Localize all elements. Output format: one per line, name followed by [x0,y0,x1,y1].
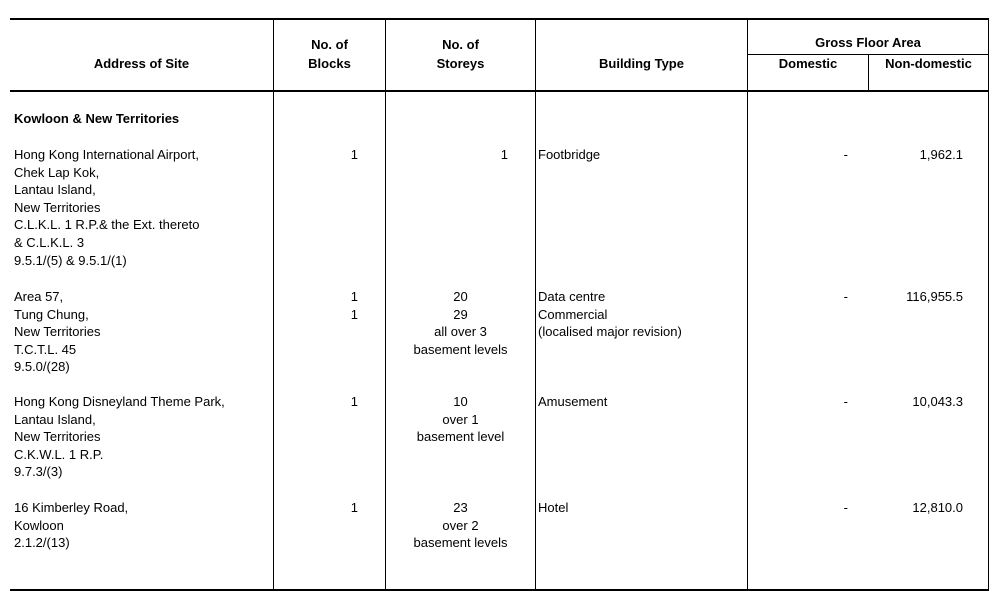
header-domestic: Domestic [778,56,838,71]
row-4-blocks: 1 [350,500,358,515]
table-top-border [10,18,988,20]
row-3-building-type: Amusement [538,394,608,409]
row-3-blocks: 1 [350,394,358,409]
table-right-border [988,18,989,591]
row-4-domestic: - [843,500,848,515]
header-blocks-line1: No. of [311,37,348,52]
row-1-address: Hong Kong International Airport, Chek Lap Kok, Lantau Island, New Territories C.L.K.L. 1 R.P.& the Ext. thereto & C.L.K.L. 3 9.5.1/(5) & 9.5.1/(1) [14,147,200,268]
row-1-domestic: - [843,147,848,162]
header-storeys-line1: No. of [442,37,479,52]
row-2-storeys: 20 29 all over 3 basement levels [413,289,508,357]
row-4-storeys: 23 over 2 basement levels [413,500,508,551]
header-blocks-line2: Blocks [308,56,351,71]
section-title: Kowloon & New Territories [14,111,180,126]
row-2-address: Area 57, Tung Chung, New Territories T.C.T.L. 45 9.5.0/(28) [14,289,101,375]
row-1-blocks: 1 [350,147,358,162]
row-1-non-domestic: 1,962.1 [919,147,963,162]
row-4-non-domestic: 12,810.0 [912,500,963,515]
row-3-storeys: 10 over 1 basement level [416,394,505,445]
header-non-domestic: Non-domestic [885,56,972,71]
table-bottom-border [10,589,988,591]
header-bottom-border [10,90,988,92]
row-3-domestic: - [843,394,848,409]
row-4-address: 16 Kimberley Road, Kowloon 2.1.2/(13) [14,500,129,551]
row-4-building-type: Hotel [538,500,569,515]
row-3-non-domestic: 10,043.3 [912,394,963,409]
row-2-building-type: Data centre Commercial (localised major revision) [538,289,682,340]
row-1-storeys: 1 [500,147,508,162]
row-2-non-domestic: 116,955.5 [906,289,963,304]
header-building-type: Building Type [599,56,684,71]
row-1-building-type: Footbridge [538,147,601,162]
col-divider-storeys [535,18,536,591]
header-address: Address of Site [93,56,190,71]
row-2-domestic: - [843,289,848,304]
row-2-blocks: 1 1 [350,289,358,322]
header-storeys-line2: Storeys [436,56,485,71]
header-gross-floor-area: Gross Floor Area [815,35,921,50]
row-3-address: Hong Kong Disneyland Theme Park, Lantau Island, New Territories C.K.W.L. 1 R.P. 9.7.3/(3) [14,394,225,480]
